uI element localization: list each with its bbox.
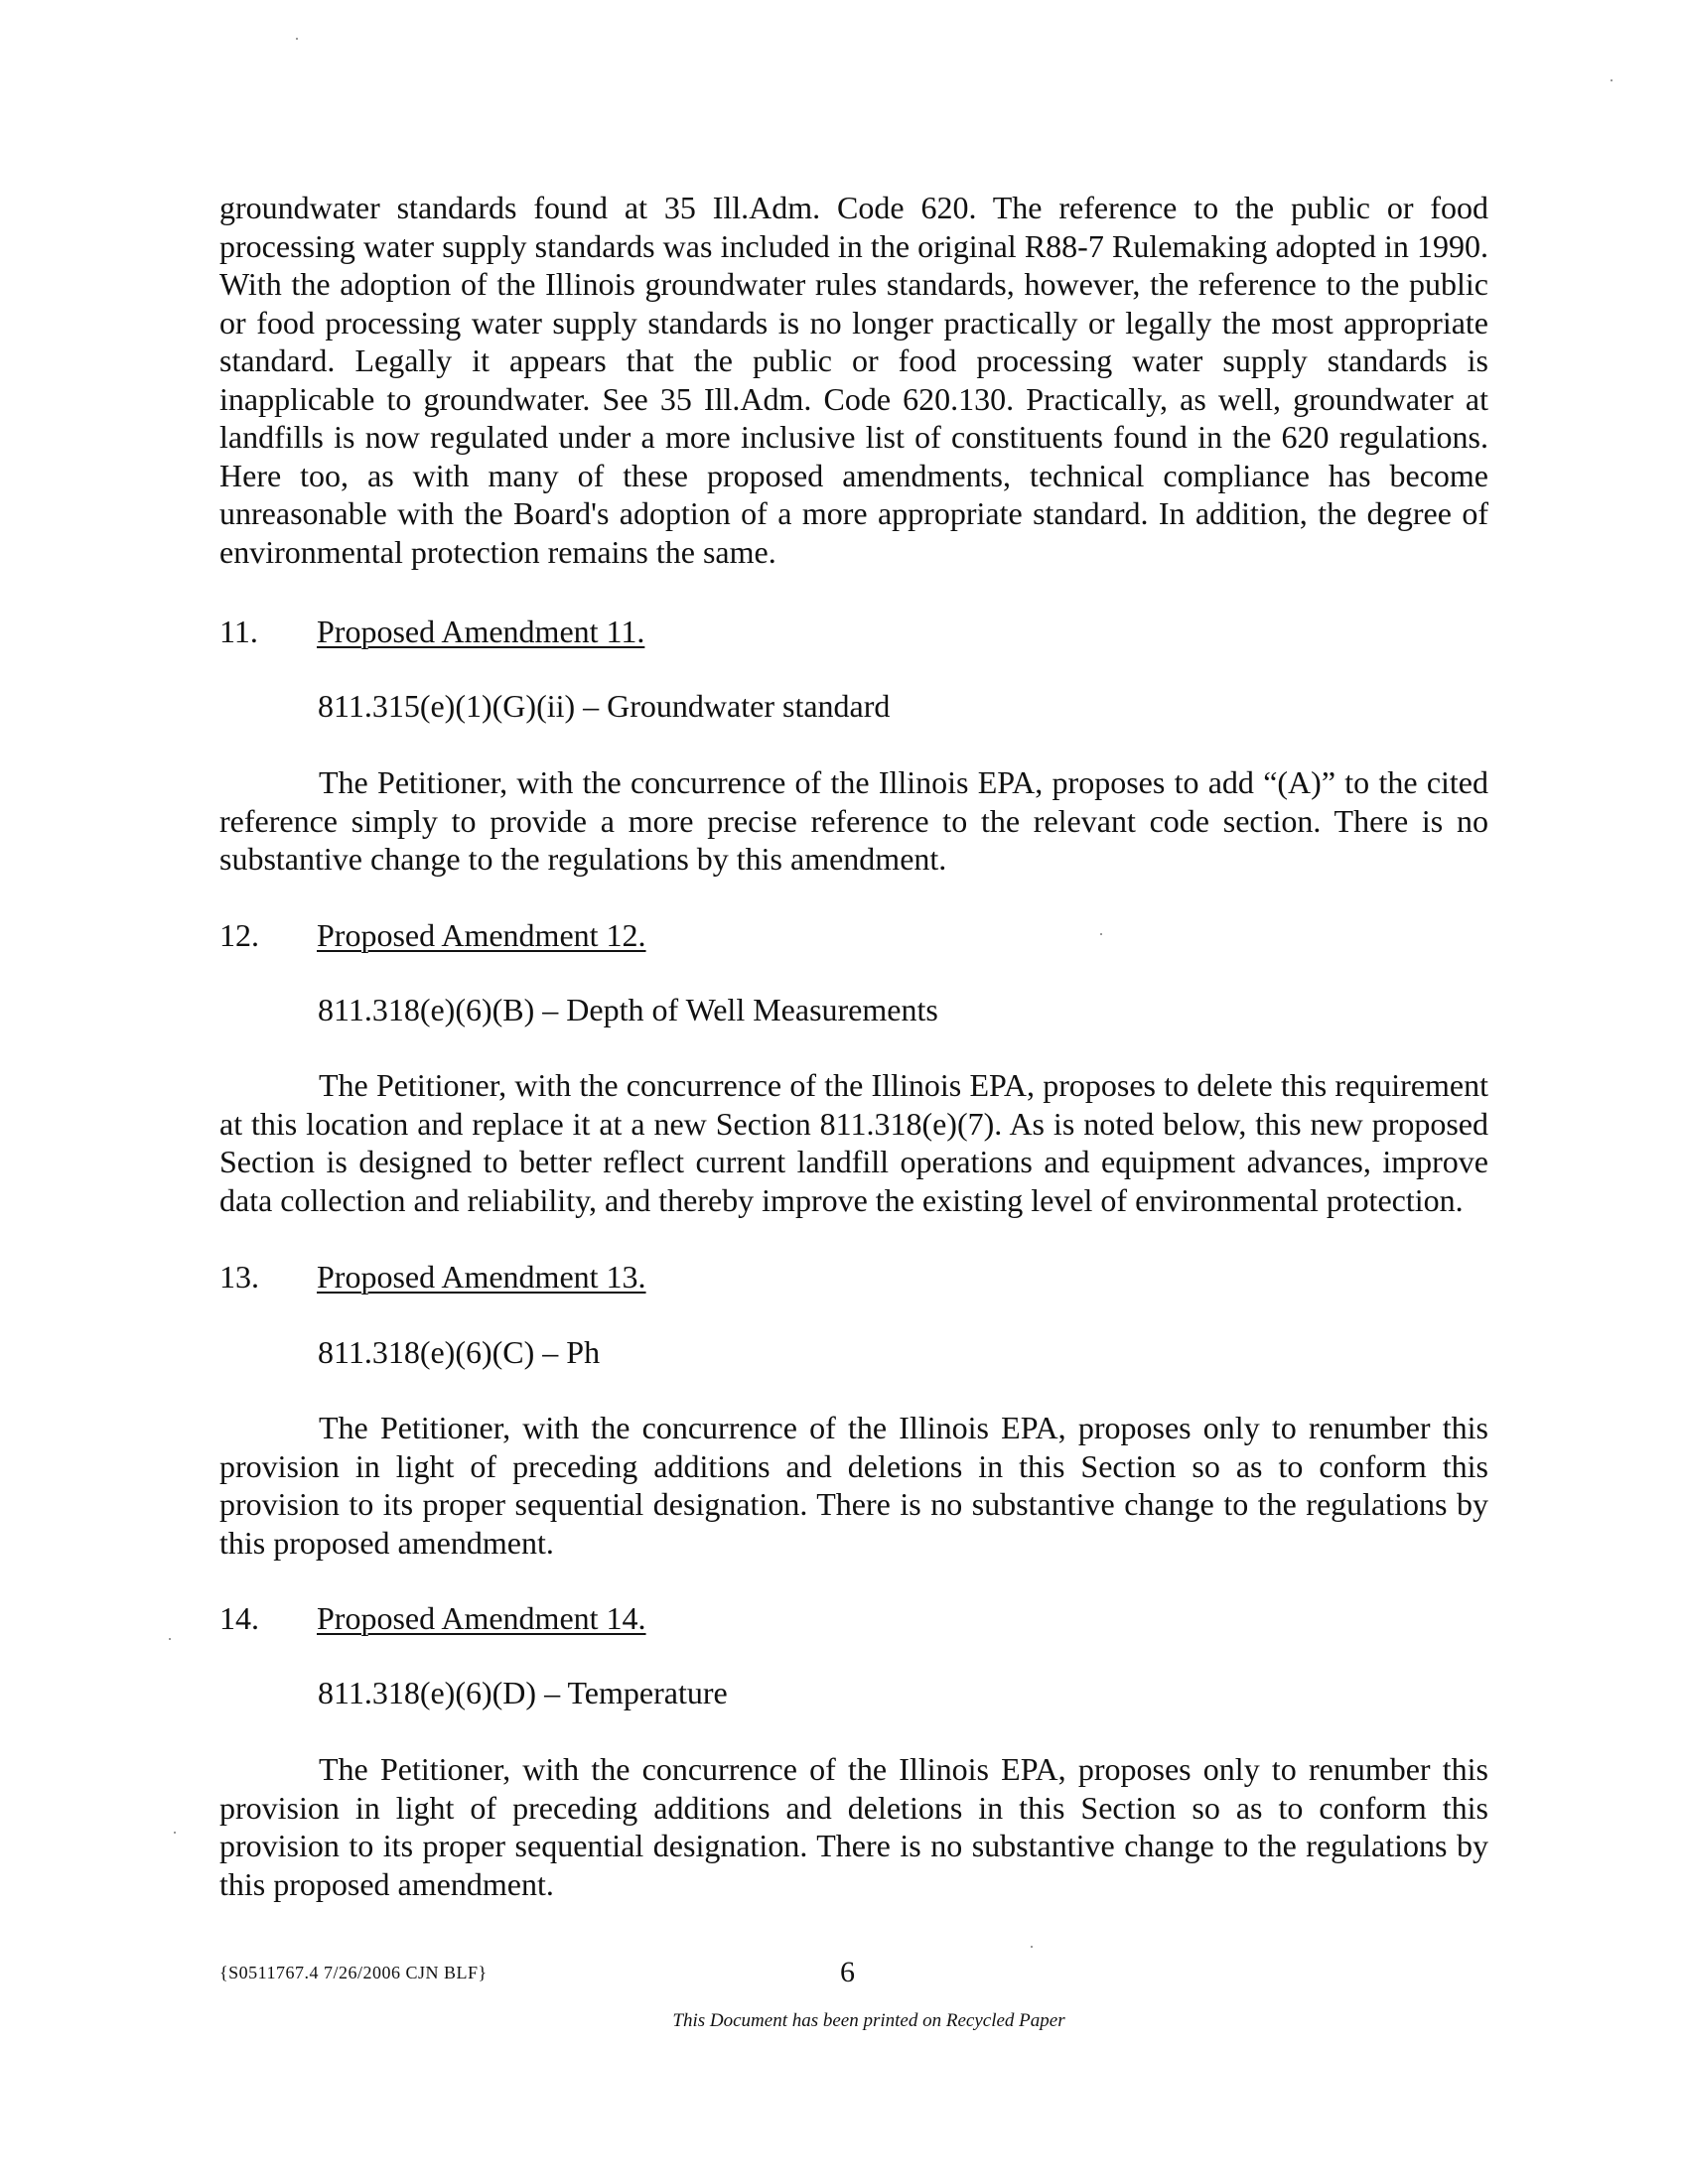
scan-speck xyxy=(169,1638,171,1640)
amendment-14-heading xyxy=(219,1599,646,1637)
scan-speck xyxy=(1100,933,1102,935)
amendment-number: 11. xyxy=(219,614,258,649)
amendment-12-heading xyxy=(219,916,646,954)
amendment-14-paragraph: The Petitioner, with the concurrence of the Illinois EPA, proposes only to renumber this provision in light of preceding additions and deletions in this Section so as to conform this provision to its proper sequential designation. There is no substantive change to the regulations by this proposed amendment. xyxy=(219,1751,1488,1902)
footer-document-id: {S0511767.4 7/26/2006 CJN BLF} xyxy=(219,1963,488,1982)
amendment-14-section: 811.318(e)(6)(D) – Temperature xyxy=(318,1675,728,1710)
scan-speck xyxy=(1031,1946,1033,1948)
amendment-12-section: 811.318(e)(6)(B) – Depth of Well Measurements xyxy=(318,992,938,1027)
amendment-13-heading xyxy=(219,1258,646,1296)
intro-paragraph: groundwater standards found at 35 Ill.Adm. Code 620. The reference to the public or food processing water supply standards was included in the original R88-7 Rulemaking adopted in 1990. With the adoption of the Illinois groundwater rules standards, however, the reference to the public or food processing water supply standards is no longer practically or legally the most appropriate standard. Legally it appears that the public or food processing water supply standards is inapplicable to groundwater. See 35 Ill.Adm. Code 620.130. Practically, as well, groundwater at landfills is now regulated under a more inclusive list of constituents found in the 620 regulations. Here too, as with many of these proposed amendments, technical compliance has become unreasonable with the Board's adoption of a more appropriate standard. In addition, the degree of environmental protection remains the same. xyxy=(219,190,1488,570)
amendment-11-paragraph: The Petitioner, with the concurrence of the Illinois EPA, proposes to add “(A)” to the cited reference simply to provide a more precise reference to the relevant code section. There is no substantive change to the regulations by this amendment. xyxy=(219,764,1488,877)
amendment-12-paragraph: The Petitioner, with the concurrence of the Illinois EPA, proposes to delete this requirement at this location and replace it at a new Section 811.318(e)(7). As is noted below, this new proposed Section is designed to better reflect current landfill operations and equipment advances, improve data collection and reliability, and thereby improve the existing level of environmental protection. xyxy=(219,1067,1488,1218)
page-number: 6 xyxy=(840,1956,855,1988)
amendment-13-section: 811.318(e)(6)(C) – Ph xyxy=(318,1334,601,1370)
amendment-number: 12. xyxy=(219,917,259,953)
scan-speck xyxy=(296,38,298,40)
amendment-11-section: 811.315(e)(1)(G)(ii) – Groundwater standard xyxy=(318,688,891,724)
recycled-paper-note: This Document has been printed on Recycled Paper xyxy=(672,2010,1065,2031)
amendment-number: 14. xyxy=(219,1600,259,1636)
amendment-title: Proposed Amendment 11. xyxy=(317,614,645,649)
scan-speck xyxy=(174,1832,176,1834)
amendment-13-paragraph: The Petitioner, with the concurrence of the Illinois EPA, proposes only to renumber this provision in light of preceding additions and deletions in this Section so as to conform this provision to its proper sequential designation. There is no substantive change to the regulations by this proposed amendment. xyxy=(219,1410,1488,1561)
scan-speck xyxy=(1611,79,1613,81)
amendment-title: Proposed Amendment 14. xyxy=(317,1600,646,1636)
amendment-title: Proposed Amendment 13. xyxy=(317,1259,646,1295)
amendment-number: 13. xyxy=(219,1259,259,1295)
amendment-title: Proposed Amendment 12. xyxy=(317,917,646,953)
amendment-11-heading xyxy=(219,613,644,650)
